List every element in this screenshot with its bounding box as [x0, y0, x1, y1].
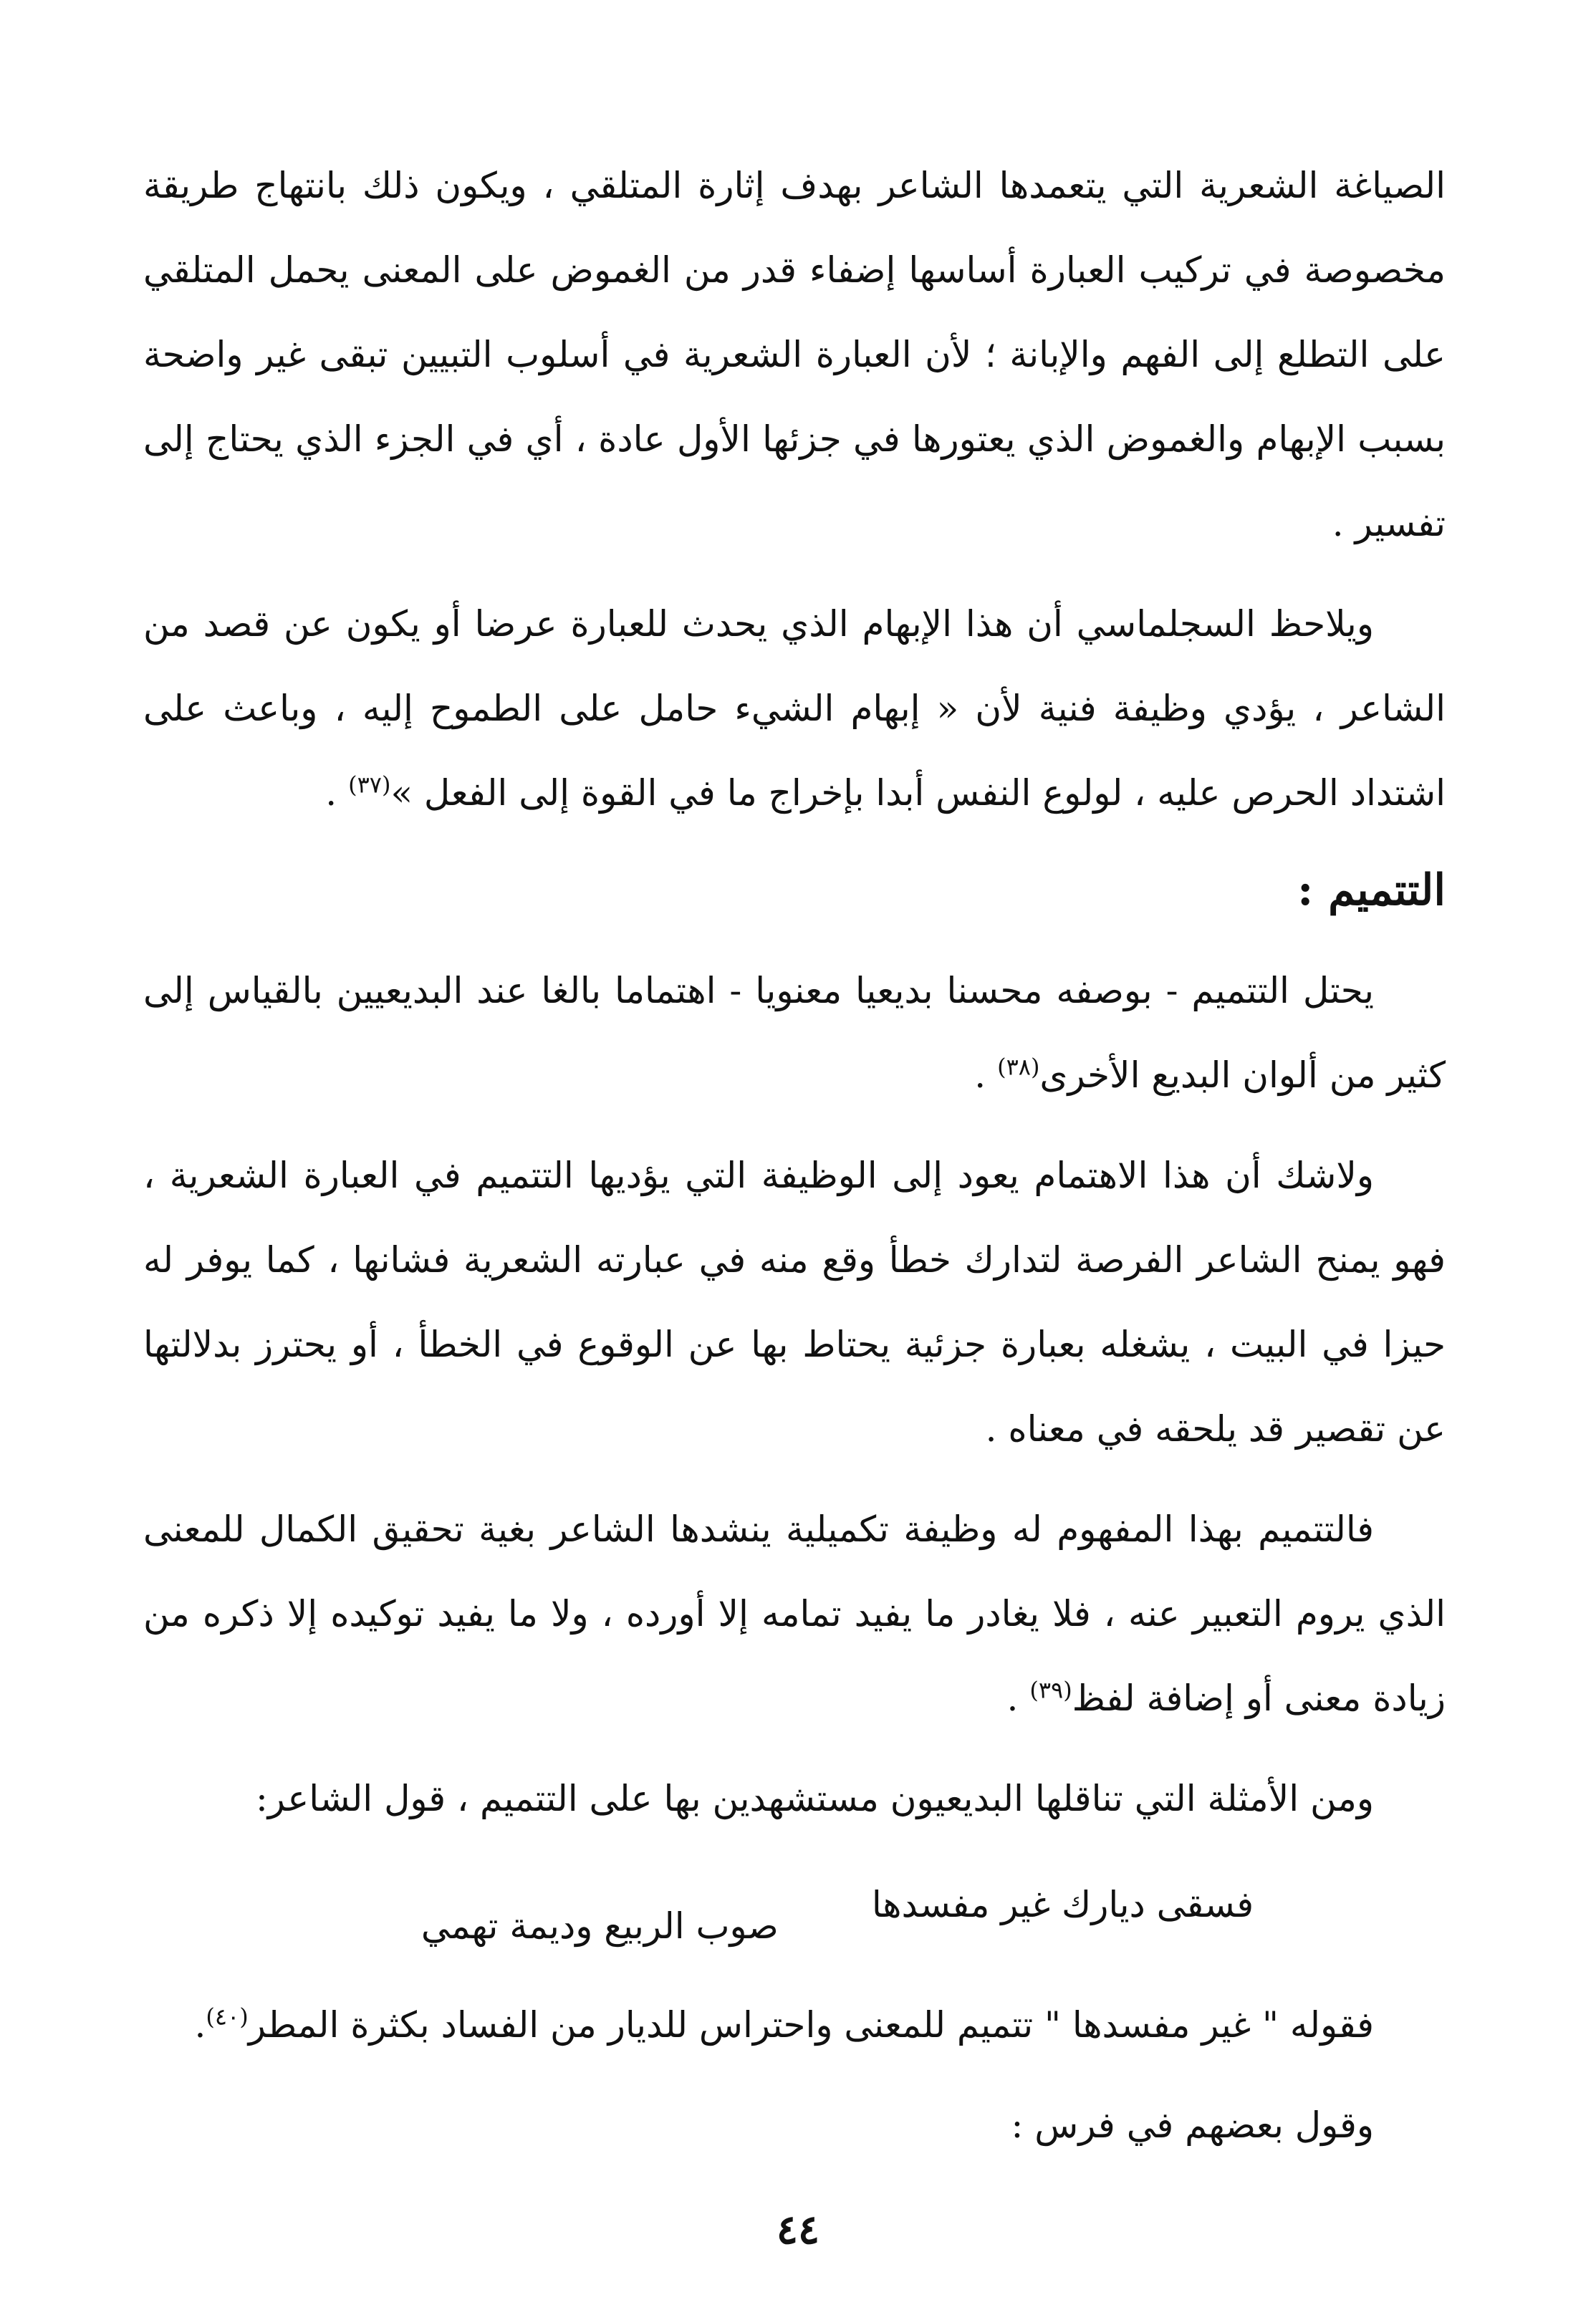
- footnote-ref-39: (٣٩): [1029, 1676, 1072, 1704]
- paragraph-5: [143, 1487, 1446, 1741]
- paragraph-2-end: .: [325, 772, 349, 814]
- paragraph-7: [143, 1983, 1446, 2067]
- page-number: ٤٤: [776, 2206, 820, 2253]
- paragraph-6-text: ومن الأمثلة التي تناقلها البديعيون مستشهدين بها على التتميم ، قول الشاعر:: [255, 1778, 1374, 1819]
- paragraph-1: [143, 143, 1446, 566]
- verse-second-hemistich: صوب الربيع وديمة تهمي: [420, 1905, 779, 1947]
- paragraph-3: [143, 948, 1446, 1117]
- paragraph-8-text: وقول بعضهم في فرس :: [1011, 2104, 1374, 2146]
- paragraph-8: [143, 2083, 1446, 2167]
- footnote-ref-40: (٤٠): [206, 2003, 249, 2031]
- paragraph-1-text: الصياغة الشعرية التي يتعمدها الشاعر بهدف إثارة المتلقي ، ويكون ذلك بانتهاج طريقة مخصوصة في تركيب العبارة أساسها إضفاء قدر من الغموض على المعنى يحمل المتلقي على التطلع إلى الفهم والإبانة ؛ لأن العبارة الشعرية في أسلوب التبيين تبقى غير واضحة بسبب الإبهام والغموض الذي يعتورها في جزئها الأول عادة ، أي في الجزء الذي يحتاج إلى تفسير .: [143, 165, 1446, 544]
- paragraph-6: [143, 1756, 1446, 1841]
- paragraph-4: [143, 1133, 1446, 1471]
- poetry-verse: [143, 1862, 1446, 1968]
- footnote-ref-38: (٣٨): [997, 1053, 1040, 1081]
- paragraph-7-text: فقوله " غير مفسدها " تتميم للمعنى واحتراس للديار من الفساد بكثرة المطر: [248, 2004, 1374, 2046]
- paragraph-2-text: ويلاحظ السجلماسي أن هذا الإبهام الذي يحدث للعبارة عرضا أو يكون عن قصد من الشاعر ، يؤدي وظيفة فنية لأن « إبهام الشيء حامل على الطموح إليه ، وباعث على اشتداد الحرص عليه ، لولوع النفس أبدا بإخراج ما في القوة إلى الفعل »: [143, 603, 1446, 814]
- paragraph-5-text: فالتتميم بهذا المفهوم له وظيفة تكميلية ينشدها الشاعر بغية تحقيق الكمال للمعنى الذي يروم التعبير عنه ، فلا يغادر ما يفيد تمامه إلا أورده ، ولا ما يفيد توكيده إلا ذكره من زيادة معنى أو إضافة لفظ: [143, 1508, 1446, 1719]
- paragraph-3-text: يحتل التتميم - بوصفه محسنا بديعيا معنويا - اهتماما بالغا عند البديعيين بالقياس إلى كثير من ألوان البديع الأخرى: [143, 970, 1446, 1096]
- paragraph-5-end: .: [1006, 1678, 1030, 1719]
- paragraph-2: [143, 582, 1446, 835]
- section-heading: التتميم :: [1297, 865, 1446, 915]
- paragraph-4-text: ولاشك أن هذا الاهتمام يعود إلى الوظيفة التي يؤديها التتميم في العبارة الشعرية ، فهو يمنح الشاعر الفرصة لتدارك خطأ وقع منه في عبارته الشعرية فشانها ، كما يوفر له حيزا في البيت ، يشغله بعبارة جزئية يحتاط بها عن الوقوع في الخطأ ، أو يحترز بدلالتها عن تقصير قد يلحقه في معناه .: [143, 1155, 1446, 1450]
- verse-first-hemistich: فسقى ديارك غير مفسدها: [871, 1884, 1254, 1925]
- footnote-ref-37: (٣٧): [348, 771, 391, 799]
- paragraph-3-end: .: [974, 1054, 998, 1096]
- paragraph-7-end: .: [194, 2004, 206, 2046]
